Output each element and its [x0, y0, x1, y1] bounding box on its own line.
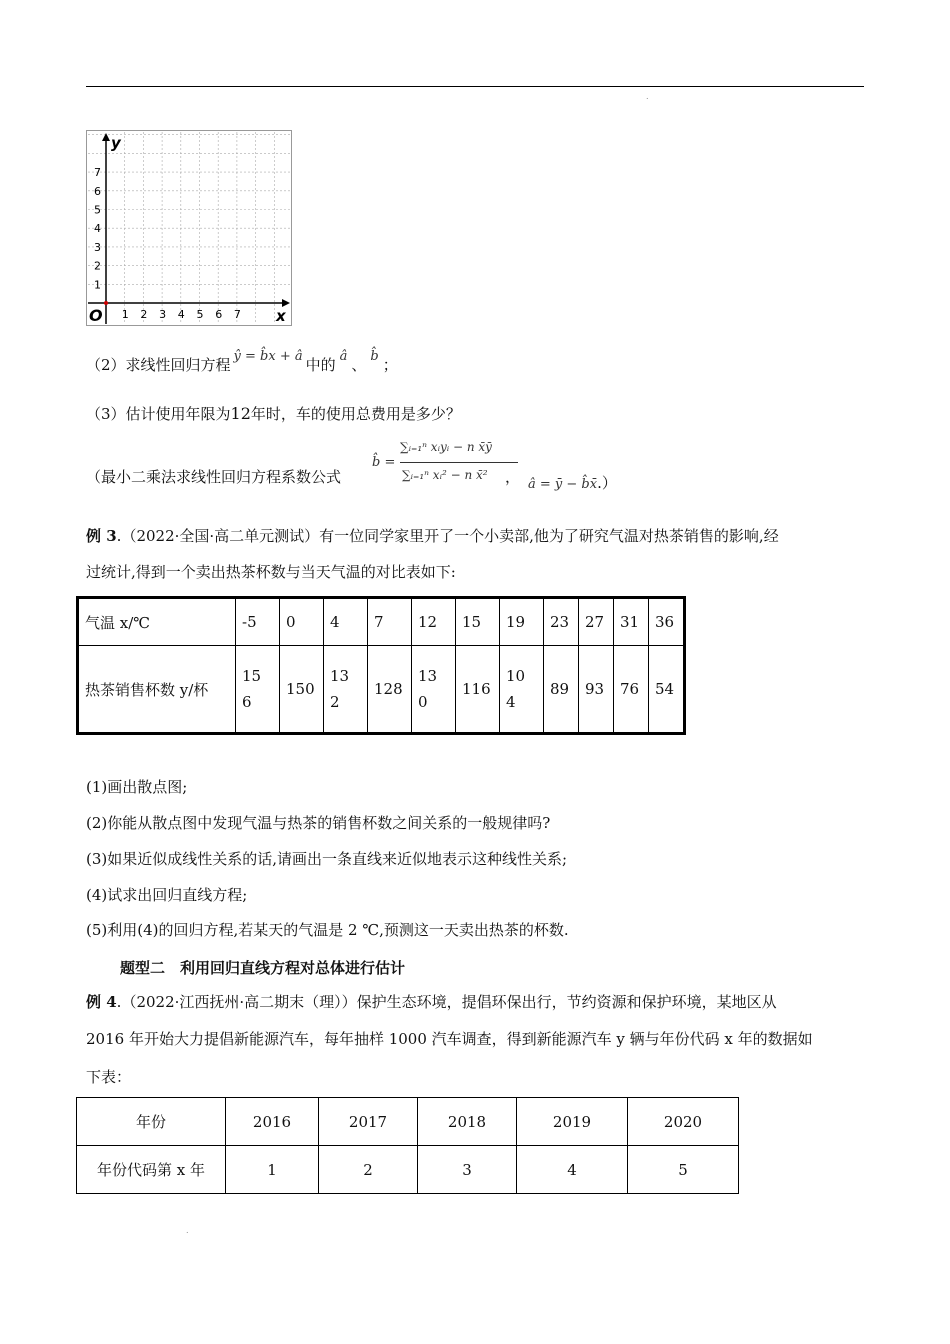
formula-numerator: ∑ᵢ₌₁ⁿ xᵢyᵢ − n x̄ȳ [400, 440, 492, 454]
example-4-text-1: .（2022·江西抚州·高二期末（理））保护生态环境，提倡环保出行，节约资源和保护环境，某地区从 [116, 993, 777, 1011]
hint-end: .） [597, 474, 617, 492]
x-tick-label: 2 [140, 308, 148, 321]
example-4-line-3: 下表： [86, 1068, 132, 1086]
ex3-question-5: (5)利用(4)的回归方程,若某天的气温是 2 ℃,预测这一天卖出热茶的杯数. [86, 921, 569, 939]
table-cell [236, 646, 280, 734]
section-title: 题型二 利用回归直线方程对总体进行估计 [120, 959, 406, 977]
table-cell [412, 646, 456, 734]
y-tick-label: 7 [94, 166, 101, 180]
table-row [77, 1098, 739, 1146]
y-tick-label: 6 [94, 184, 101, 198]
table-cell: 116 [456, 646, 500, 734]
header-rule [86, 86, 864, 87]
x-tick-label: 1 [121, 308, 129, 321]
table-row [77, 1146, 739, 1194]
q3-text-b: 年时，车的使用总费用是多少？ [250, 405, 461, 423]
example-4-line-1 [86, 991, 777, 1013]
q2-end: ； [382, 356, 398, 374]
hint-comma: ， [505, 468, 521, 486]
table-cell: 4 [324, 598, 368, 646]
regression-formula: ŷ = b̂x + â [233, 349, 303, 364]
table-row [78, 598, 685, 646]
a-hat-symbol: â [339, 349, 348, 364]
table-cell: 12 [412, 598, 456, 646]
least-squares-hint [86, 466, 341, 488]
y-tick-label: 5 [94, 203, 101, 217]
table-cell: 15 [456, 598, 500, 646]
formula-denominator: ∑ᵢ₌₁ⁿ xᵢ² − n x̄² [402, 468, 488, 482]
table-cell: 3 [418, 1146, 517, 1194]
table-cell: 150 [280, 646, 324, 734]
table-header-cell: 年份 [77, 1098, 226, 1146]
fraction-bar [400, 462, 518, 463]
y-tick-label: 4 [94, 222, 101, 236]
table-cell: 2018 [418, 1098, 517, 1146]
example-3-line-1 [86, 525, 779, 547]
coordinate-grid [86, 130, 292, 326]
footer-dot: . [186, 1226, 189, 1235]
b-hat-lhs: b̂ = [372, 455, 396, 470]
table-cell: 2 [319, 1146, 418, 1194]
coordinate-grid-svg [86, 130, 292, 326]
table-cell [324, 646, 368, 734]
a-hat-expression: â = ȳ − b̂x̄ [528, 477, 598, 492]
table-cell: 7 [368, 598, 412, 646]
question-3 [86, 403, 461, 425]
table-header-cell: 年份代码第 x 年 [77, 1146, 226, 1194]
q3-years: 12 [230, 404, 251, 423]
table-cell: 2020 [628, 1098, 739, 1146]
cell-value: 130 [418, 667, 438, 711]
cell-value: 104 [506, 667, 526, 711]
cell-value: 156 [242, 667, 262, 711]
table-header-cell: 气温 x/℃ [78, 598, 236, 646]
table-row [78, 646, 685, 734]
x-tick-label: 7 [233, 308, 241, 321]
table-cell: 19 [500, 598, 544, 646]
x-tick-label: 3 [159, 308, 167, 321]
example-4-label: 例 4 [86, 993, 117, 1011]
example-4-line-2: 2016 年开始大力提倡新能源汽车，每年抽样 1000 汽车调查，得到新能源汽车 y 辆与年份代码 x 年的数据如 [86, 1030, 813, 1048]
cell-value: 132 [330, 667, 350, 711]
a-hat-formula [528, 472, 617, 496]
origin-dot [104, 301, 108, 305]
table-cell: 4 [517, 1146, 628, 1194]
table-cell: 76 [614, 646, 649, 734]
table-cell: 2019 [517, 1098, 628, 1146]
temperature-table [76, 596, 686, 735]
table-header-cell: 热茶销售杯数 y/杯 [78, 646, 236, 734]
q2-text-b: 中的 [305, 356, 336, 374]
table-cell: -5 [236, 598, 280, 646]
example-3-label: 例 3 [86, 527, 117, 545]
q2-separator: 、 [351, 356, 367, 374]
question-2 [86, 349, 398, 378]
x-tick-label: 6 [215, 308, 223, 321]
q2-text: （2）求线性回归方程 [86, 356, 231, 374]
table-cell: 2016 [226, 1098, 319, 1146]
ex3-question-1: (1)画出散点图; [86, 778, 188, 796]
table-cell: 1 [226, 1146, 319, 1194]
table-cell: 54 [649, 646, 685, 734]
table-cell [500, 646, 544, 734]
table-cell: 5 [628, 1146, 739, 1194]
table-cell: 2017 [319, 1098, 418, 1146]
header-dot: . [646, 92, 649, 101]
q3-text: （3）估计使用年限为 [86, 405, 231, 423]
y-tick-label: 3 [94, 240, 101, 254]
b-hat-symbol: b̂ [370, 349, 379, 364]
ex3-question-4: (4)试求出回归直线方程; [86, 886, 248, 904]
y-axis-label: y [111, 134, 121, 152]
table-cell: 0 [280, 598, 324, 646]
table-cell: 89 [544, 646, 579, 734]
table-cell: 36 [649, 598, 685, 646]
table-cell: 93 [579, 646, 614, 734]
table-cell: 128 [368, 646, 412, 734]
example-3-line-2: 过统计,得到一个卖出热茶杯数与当天气温的对比表如下: [86, 563, 456, 581]
y-tick-label: 2 [94, 259, 101, 273]
table-cell: 27 [579, 598, 614, 646]
origin-label: O [89, 306, 103, 325]
year-table [76, 1097, 739, 1194]
table-cell: 31 [614, 598, 649, 646]
ex3-question-2: (2)你能从散点图中发现气温与热茶的销售杯数之间关系的一般规律吗? [86, 814, 551, 832]
x-tick-label: 4 [177, 308, 185, 321]
table-cell: 23 [544, 598, 579, 646]
y-tick-label: 1 [94, 278, 101, 292]
x-axis-label: x [276, 307, 286, 325]
hint-text: （最小二乘法求线性回归方程系数公式 [86, 468, 342, 486]
ex3-question-3: (3)如果近似成线性关系的话,请画出一条直线来近似地表示这种线性关系; [86, 850, 568, 868]
example-3-text-1: .（2022·全国·高二单元测试）有一位同学家里开了一个小卖部,他为了研究气温对热茶销售的影响,经 [116, 527, 779, 545]
x-tick-label: 5 [196, 308, 204, 321]
